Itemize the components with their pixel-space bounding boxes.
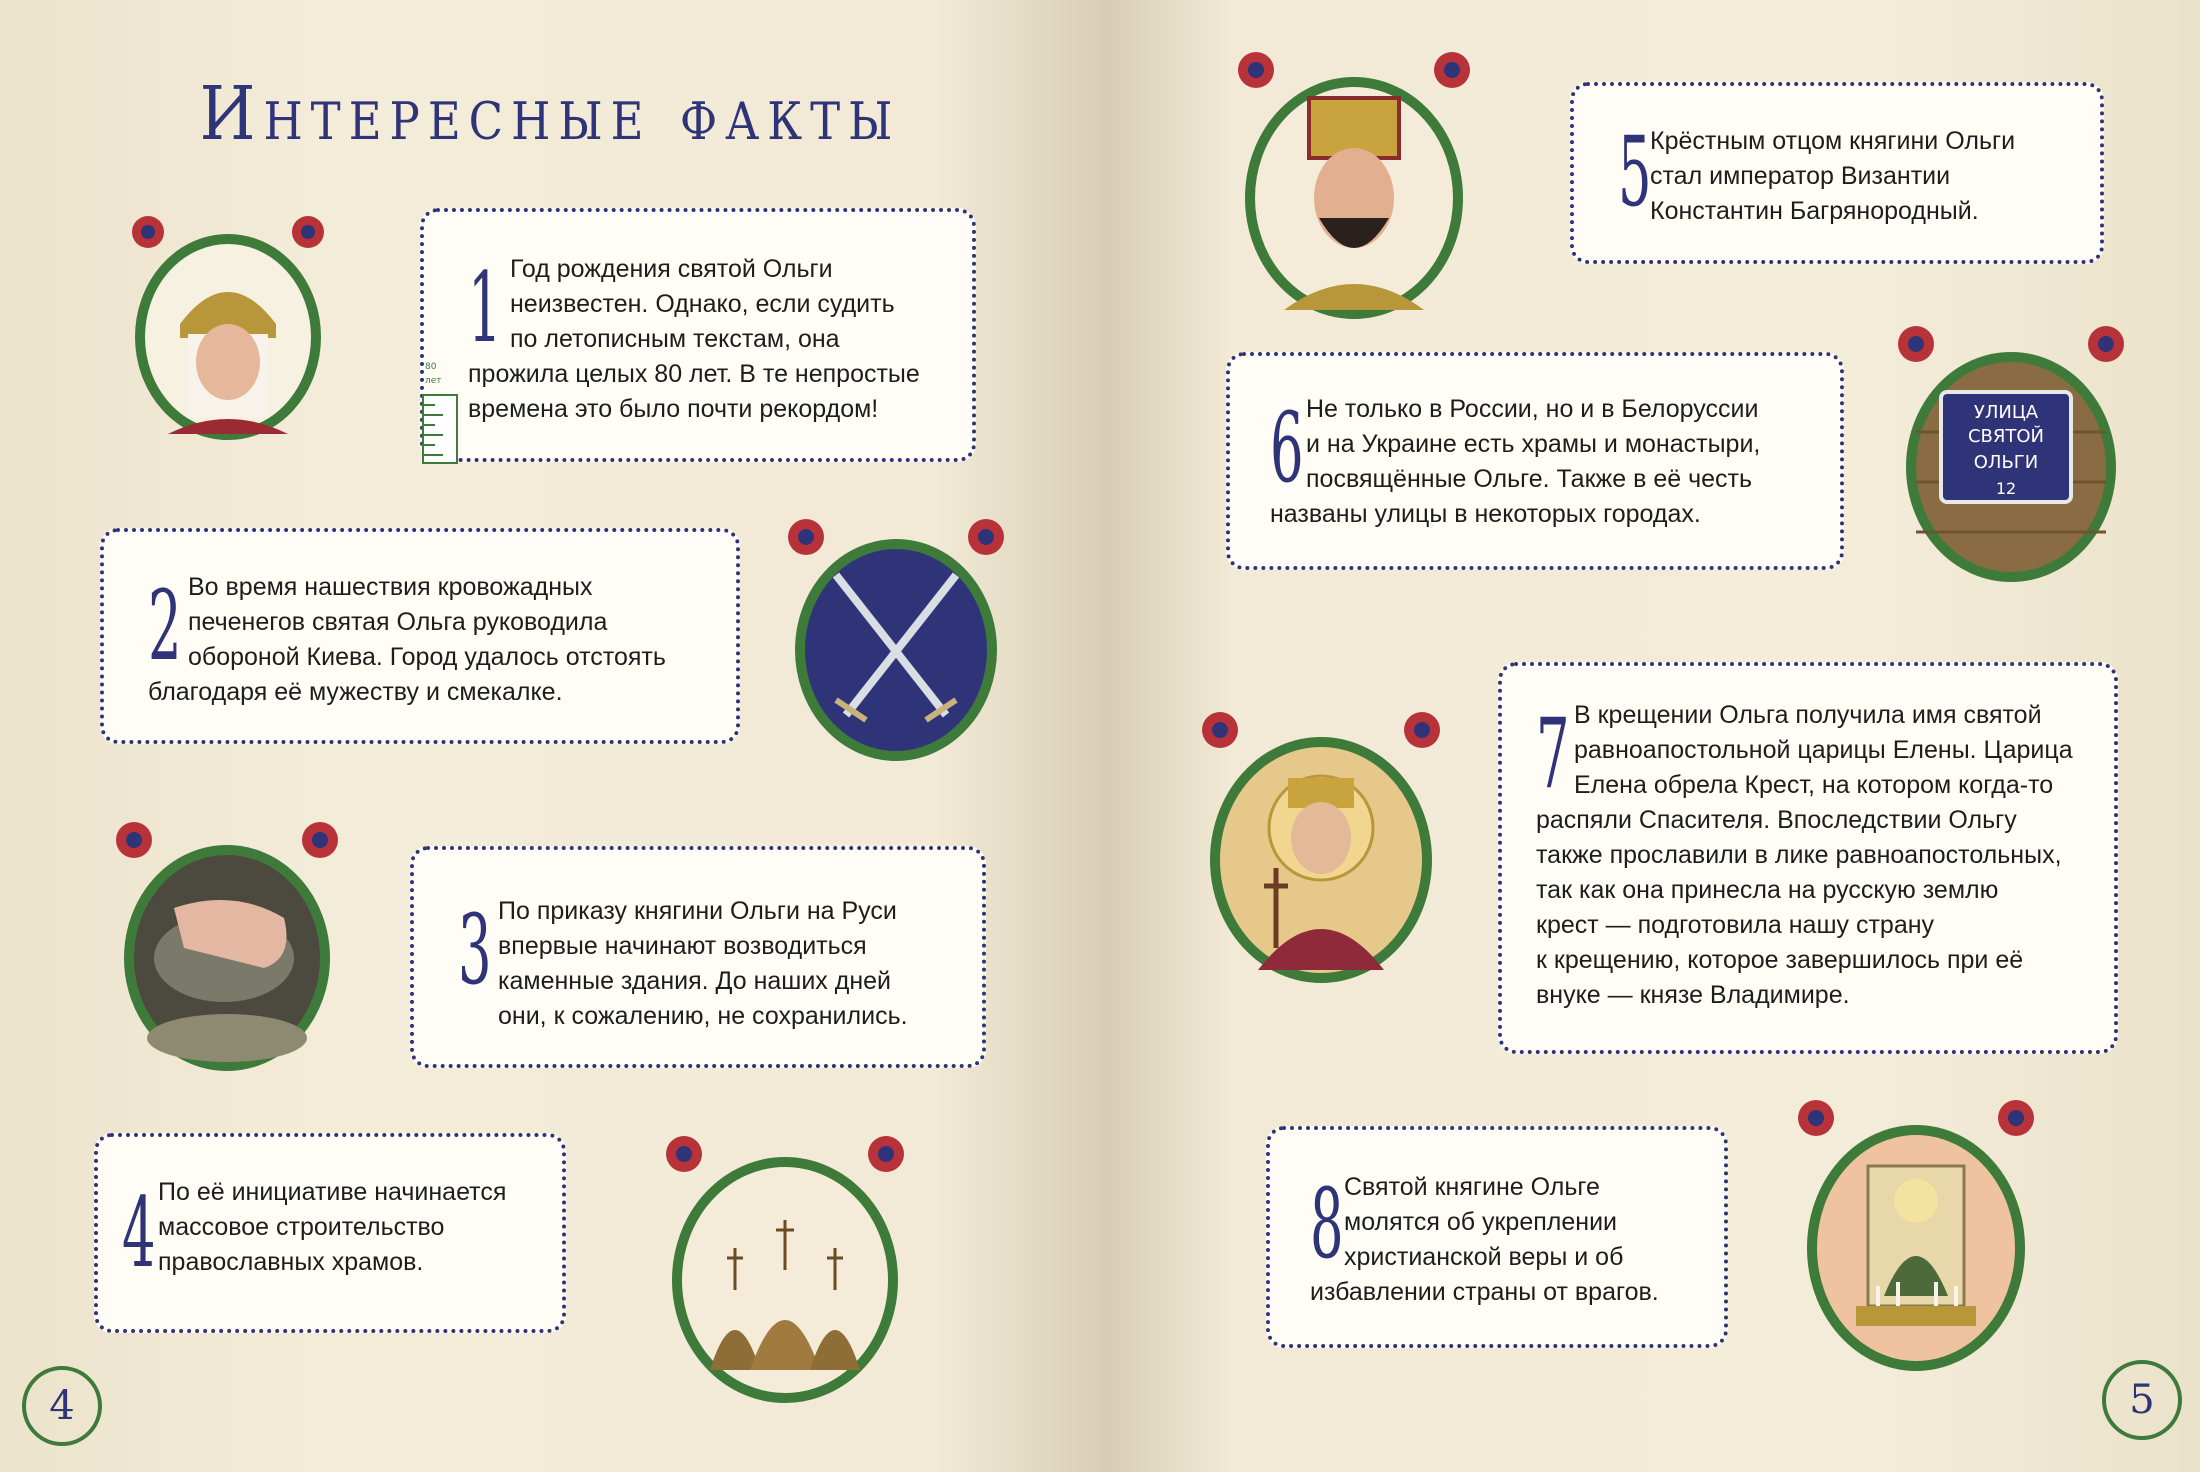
- fact-8-line: молятся об укреплении: [1344, 1208, 1617, 1236]
- fact-5-line: стал император Византии: [1650, 162, 1951, 190]
- fact-1-line: Год рождения святой Ольги: [510, 255, 833, 283]
- crossed-swords-icon: [776, 515, 1016, 777]
- fact-number-8: 8: [1310, 1168, 1344, 1280]
- page-number-left: 4: [22, 1366, 102, 1446]
- fact-number-2: 2: [148, 570, 182, 682]
- fact-7-line: В крещении Ольга получила имя святой: [1574, 701, 2042, 729]
- fact-text-6: [1270, 392, 1840, 532]
- fact-6-line: названы улицы в некоторых городах.: [1270, 500, 1701, 528]
- fact-number-4: 4: [122, 1177, 156, 1289]
- fact-2-line: печенегов святая Ольга руководила: [188, 608, 608, 636]
- fact-2-line: обороной Киева. Город удалось отстоять: [188, 643, 666, 671]
- fact-7-line: к крещению, которое завершилось при её: [1536, 946, 2024, 974]
- fact-7-line: также прославили в лике равноапостольных,: [1536, 841, 2062, 869]
- street-sign-line: СВЯТОЙ: [1967, 426, 2045, 447]
- saint-olga-icon: [1786, 1096, 2046, 1388]
- fact-4-line: православных храмов.: [158, 1248, 424, 1276]
- fact-3-line: каменные здания. До наших дней: [498, 967, 892, 995]
- fact-7-line: крест — подготовила нашу страну: [1536, 911, 1935, 939]
- fact-text-7: [1536, 698, 2116, 1013]
- fact-text-5: [1618, 116, 2098, 229]
- fact-8-line: избавлении страны от врагов.: [1310, 1278, 1659, 1306]
- fact-1-line: прожила целых 80 лет. В те непростые: [468, 360, 920, 388]
- fact-text-2: [148, 570, 738, 710]
- fact-text-4: [158, 1175, 568, 1280]
- fact-card-2: [100, 528, 740, 744]
- fact-6-line: Не только в России, но и в Белоруссии: [1306, 395, 1759, 423]
- fact-4-line: массовое строительство: [158, 1213, 445, 1241]
- street-sign-line: ОЛЬГИ: [1973, 452, 2039, 473]
- fact-7-line: Елена обрела Крест, на котором когда-то: [1574, 771, 2054, 799]
- fact-card-8: [1266, 1126, 1728, 1348]
- fact-3-line: впервые начинают возводиться: [498, 932, 867, 960]
- old-woman-icon: [118, 212, 338, 452]
- fact-card-7: [1498, 662, 2118, 1054]
- page-number-right: 5: [2102, 1360, 2182, 1440]
- fact-number-3: 3: [458, 894, 492, 1006]
- fact-2-line: Во время нашествия кровожадных: [188, 573, 593, 601]
- ruler-label: лет: [425, 376, 442, 386]
- fact-card-4: [94, 1133, 566, 1333]
- page-title: Интересные факты: [199, 72, 901, 158]
- fact-4-line: По её инициативе начинается: [158, 1178, 507, 1206]
- saint-helena-icon: [1188, 708, 1454, 1000]
- fact-card-1: [420, 208, 976, 462]
- ruler-label: 80: [425, 362, 437, 372]
- fact-card-5: [1570, 82, 2104, 264]
- fact-8-line: Святой княгине Ольге: [1344, 1173, 1600, 1201]
- fact-1-line: неизвестен. Однако, если судить: [510, 290, 895, 318]
- fact-text-8: [1310, 1170, 1730, 1310]
- fact-6-line: и на Украине есть храмы и монастыри,: [1306, 430, 1761, 458]
- fact-card-3: [410, 846, 986, 1068]
- fact-2-line: благодаря её мужеству и смекалке.: [148, 678, 563, 706]
- fact-card-6: [1226, 352, 1844, 570]
- fact-6-line: посвящённые Ольге. Также в её честь: [1306, 465, 1752, 493]
- fact-text-1: [468, 252, 968, 427]
- fact-7-line: внуке — князе Владимире.: [1536, 981, 1850, 1009]
- street-sign-house: 12: [1995, 479, 2017, 498]
- fact-7-line: так как она принесла на русскую землю: [1536, 876, 1999, 904]
- fact-5-line: Константин Багрянородный.: [1650, 197, 1979, 225]
- fact-1-line: по летописным текстам, она: [510, 325, 840, 353]
- fact-number-1: 1: [468, 252, 502, 364]
- fact-number-5: 5: [1618, 116, 1652, 228]
- fact-text-3: [498, 894, 978, 1034]
- fact-number-6: 6: [1270, 392, 1304, 504]
- hand-on-stone-icon: [104, 818, 350, 1088]
- church-domes-icon: [650, 1130, 920, 1420]
- fact-5-line: Крёстным отцом княгини Ольги: [1650, 127, 2016, 155]
- fact-8-line: христианской веры и об: [1344, 1243, 1624, 1271]
- emperor-portrait-icon: [1224, 48, 1484, 338]
- fact-1-line: времена это было почти рекордом!: [468, 395, 879, 423]
- street-sign-line: УЛИЦА: [1973, 402, 2039, 423]
- fact-7-line: распяли Спасителя. Впоследствии Ольгу: [1536, 806, 2017, 834]
- fact-3-line: они, к сожалению, не сохранились.: [498, 1002, 908, 1030]
- ruler-icon: [421, 355, 461, 465]
- fact-7-line: равноапостольной царицы Елены. Царица: [1574, 736, 2073, 764]
- fact-3-line: По приказу княгини Ольги на Руси: [498, 897, 897, 925]
- fact-number-7: 7: [1536, 698, 1570, 810]
- street-sign-icon: [1886, 322, 2136, 598]
